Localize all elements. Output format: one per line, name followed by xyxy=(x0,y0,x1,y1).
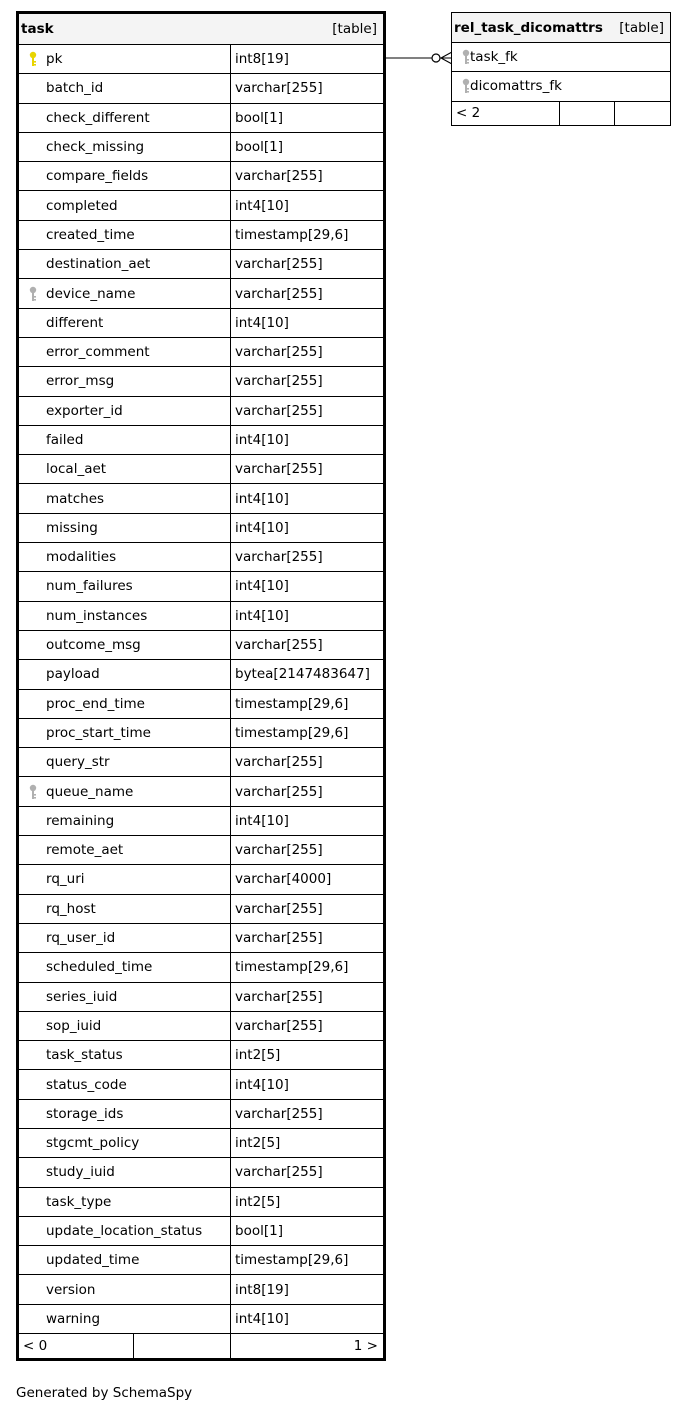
primary-key-icon xyxy=(19,51,46,67)
column-row[interactable] xyxy=(19,1275,383,1304)
column-type: bool[1] xyxy=(235,1223,283,1240)
rel-table-header[interactable] xyxy=(452,13,670,43)
column-row[interactable] xyxy=(19,45,383,74)
column-name-cell xyxy=(19,748,231,776)
column-name-cell xyxy=(19,1041,231,1069)
column-name-cell xyxy=(19,543,231,571)
parents-count[interactable]: < 2 xyxy=(452,102,560,125)
column-type: varchar[255] xyxy=(235,988,323,1005)
column-type: int4[10] xyxy=(235,490,289,507)
column-name: storage_ids xyxy=(46,1105,124,1122)
table-kind: [table] xyxy=(619,19,664,36)
column-name: sop_iuid xyxy=(46,1017,102,1034)
column-name-cell xyxy=(19,953,231,981)
column-row[interactable] xyxy=(19,1217,383,1246)
column-name-cell xyxy=(19,104,231,132)
column-name: update_location_status xyxy=(46,1223,203,1240)
column-name-cell xyxy=(452,72,670,100)
table-kind: [table] xyxy=(332,21,377,37)
column-row[interactable] xyxy=(19,1041,383,1070)
table-name[interactable]: task xyxy=(21,21,54,37)
column-name: rq_host xyxy=(46,900,96,917)
column-row[interactable] xyxy=(19,953,383,982)
column-type: varchar[255] xyxy=(235,373,323,390)
column-name: check_different xyxy=(46,109,150,126)
column-row[interactable] xyxy=(19,1305,383,1334)
rel-task-dicomattrs-table xyxy=(451,12,671,126)
column-name: task_status xyxy=(46,1047,123,1064)
column-name: pk xyxy=(46,51,63,68)
column-name: local_aet xyxy=(46,461,107,478)
rel-columns xyxy=(452,43,670,102)
column-row[interactable] xyxy=(19,719,383,748)
column-type: timestamp[29,6] xyxy=(235,1252,349,1269)
column-row[interactable] xyxy=(19,777,383,806)
column-row[interactable] xyxy=(19,1012,383,1041)
column-name: modalities xyxy=(46,549,117,566)
column-name-cell xyxy=(19,777,231,805)
column-name: series_iuid xyxy=(46,988,118,1005)
column-name: rq_user_id xyxy=(46,930,116,947)
column-row[interactable] xyxy=(19,367,383,396)
column-name: completed xyxy=(46,197,118,214)
column-name-cell xyxy=(19,367,231,395)
column-name: outcome_msg xyxy=(46,637,141,654)
column-type: bool[1] xyxy=(235,109,283,126)
column-row[interactable] xyxy=(19,309,383,338)
table-name[interactable]: rel_task_dicomattrs xyxy=(454,19,603,36)
column-name-cell xyxy=(19,74,231,102)
column-name-cell xyxy=(19,484,231,512)
column-row[interactable] xyxy=(19,1158,383,1187)
column-name-cell xyxy=(19,1305,231,1333)
column-name: error_comment xyxy=(46,344,150,361)
column-name-cell xyxy=(19,807,231,835)
column-name: compare_fields xyxy=(46,168,149,185)
column-row[interactable] xyxy=(19,983,383,1012)
task-table-header[interactable] xyxy=(19,14,383,45)
index-key-icon xyxy=(452,78,479,94)
column-type: int4[10] xyxy=(235,197,289,214)
column-name-cell xyxy=(19,1129,231,1157)
column-type: varchar[255] xyxy=(235,402,323,419)
column-type: varchar[255] xyxy=(235,900,323,917)
column-type: int4[10] xyxy=(235,314,289,331)
column-name-cell xyxy=(19,1188,231,1216)
column-row[interactable] xyxy=(19,397,383,426)
column-type: timestamp[29,6] xyxy=(235,695,349,712)
column-row[interactable] xyxy=(19,924,383,953)
column-name-cell xyxy=(19,455,231,483)
task-table-footer xyxy=(19,1334,383,1358)
rel-table-footer xyxy=(452,102,670,125)
column-name-cell xyxy=(19,1217,231,1245)
children-count[interactable]: 1 > xyxy=(353,1338,378,1355)
column-type: bytea[2147483647] xyxy=(235,666,370,683)
column-row[interactable] xyxy=(19,338,383,367)
column-name: queue_name xyxy=(46,783,134,800)
column-name: updated_time xyxy=(46,1252,140,1269)
footer-middle xyxy=(560,102,615,125)
column-name-cell xyxy=(19,426,231,454)
column-row[interactable] xyxy=(19,279,383,308)
column-name-cell xyxy=(19,45,231,73)
column-row[interactable] xyxy=(452,72,670,101)
column-name: destination_aet xyxy=(46,256,151,273)
column-name-cell xyxy=(19,250,231,278)
column-name-cell xyxy=(19,983,231,1011)
column-row[interactable] xyxy=(19,836,383,865)
parents-count[interactable]: < 0 xyxy=(19,1334,134,1358)
column-name-cell xyxy=(19,279,231,307)
column-name: exporter_id xyxy=(46,402,123,419)
column-type: int2[5] xyxy=(235,1135,281,1152)
column-name: matches xyxy=(46,490,105,507)
column-type: varchar[255] xyxy=(235,1164,323,1181)
column-type: varchar[255] xyxy=(235,783,323,800)
column-type: varchar[255] xyxy=(235,930,323,947)
column-name: missing xyxy=(46,519,98,536)
column-name: proc_end_time xyxy=(46,695,145,712)
column-row[interactable] xyxy=(19,1100,383,1129)
column-name-cell xyxy=(19,690,231,718)
column-name: error_msg xyxy=(46,373,115,390)
column-row[interactable] xyxy=(19,250,383,279)
column-type: varchar[255] xyxy=(235,80,323,97)
column-name-cell xyxy=(19,660,231,688)
column-name-cell xyxy=(19,191,231,219)
column-row[interactable] xyxy=(19,1246,383,1275)
column-name: stgcmt_policy xyxy=(46,1135,140,1152)
column-type: varchar[255] xyxy=(235,256,323,273)
column-type: timestamp[29,6] xyxy=(235,226,349,243)
index-key-icon xyxy=(452,49,479,65)
column-row[interactable] xyxy=(19,602,383,631)
column-type: varchar[255] xyxy=(235,1105,323,1122)
column-type: varchar[255] xyxy=(235,842,323,859)
column-name-cell xyxy=(19,397,231,425)
column-name-cell xyxy=(19,895,231,923)
column-type: int4[10] xyxy=(235,578,289,595)
column-row[interactable] xyxy=(19,572,383,601)
column-name-cell xyxy=(19,836,231,864)
column-row[interactable] xyxy=(19,191,383,220)
column-row[interactable] xyxy=(19,514,383,543)
column-type: varchar[4000] xyxy=(235,871,332,888)
column-name: scheduled_time xyxy=(46,959,153,976)
column-type: varchar[255] xyxy=(235,549,323,566)
column-name-cell xyxy=(19,338,231,366)
column-row[interactable] xyxy=(19,631,383,660)
column-name: batch_id xyxy=(46,80,104,97)
column-type: varchar[255] xyxy=(235,637,323,654)
footer-children xyxy=(615,102,670,125)
column-name-cell xyxy=(19,1275,231,1303)
index-key-icon xyxy=(19,286,46,302)
column-name-cell xyxy=(19,602,231,630)
column-name: payload xyxy=(46,666,100,683)
column-name: query_str xyxy=(46,754,110,771)
column-row[interactable] xyxy=(19,895,383,924)
column-row[interactable] xyxy=(19,133,383,162)
column-type: timestamp[29,6] xyxy=(235,959,349,976)
column-row[interactable] xyxy=(19,1188,383,1217)
column-type: int4[10] xyxy=(235,812,289,829)
column-row[interactable] xyxy=(19,543,383,572)
column-name: remaining xyxy=(46,812,115,829)
column-name-cell xyxy=(19,719,231,747)
column-name-cell xyxy=(19,514,231,542)
column-name: num_failures xyxy=(46,578,133,595)
column-type: int4[10] xyxy=(235,519,289,536)
column-type: int8[19] xyxy=(235,51,289,68)
column-name-cell xyxy=(19,221,231,249)
column-name-cell xyxy=(19,1070,231,1098)
column-name-cell xyxy=(19,162,231,190)
column-type: timestamp[29,6] xyxy=(235,724,349,741)
column-name: created_time xyxy=(46,226,135,243)
column-name-cell xyxy=(19,1012,231,1040)
column-name: dicomattrs_fk xyxy=(470,78,562,95)
column-type: bool[1] xyxy=(235,139,283,156)
column-name: device_name xyxy=(46,285,136,302)
column-name-cell xyxy=(19,865,231,893)
column-row[interactable] xyxy=(19,1070,383,1099)
column-type: varchar[255] xyxy=(235,754,323,771)
column-name: different xyxy=(46,314,104,331)
column-type: int4[10] xyxy=(235,1076,289,1093)
column-row[interactable] xyxy=(19,1129,383,1158)
column-type: varchar[255] xyxy=(235,344,323,361)
column-row[interactable] xyxy=(19,221,383,250)
column-name: status_code xyxy=(46,1076,127,1093)
column-type: int2[5] xyxy=(235,1193,281,1210)
column-name: task_type xyxy=(46,1193,112,1210)
column-row[interactable] xyxy=(19,162,383,191)
column-row[interactable] xyxy=(19,484,383,513)
column-type: int2[5] xyxy=(235,1047,281,1064)
column-name: num_instances xyxy=(46,607,148,624)
column-name-cell xyxy=(19,133,231,161)
task-columns xyxy=(19,45,383,1334)
column-type: varchar[255] xyxy=(235,285,323,302)
column-row[interactable] xyxy=(19,104,383,133)
column-name-cell xyxy=(19,572,231,600)
task-table xyxy=(16,11,386,1361)
column-name: study_iuid xyxy=(46,1164,115,1181)
column-name: version xyxy=(46,1281,96,1298)
column-name-cell xyxy=(452,43,670,71)
column-row[interactable] xyxy=(19,690,383,719)
column-name: proc_start_time xyxy=(46,724,151,741)
column-name-cell xyxy=(19,924,231,952)
column-name: warning xyxy=(46,1310,101,1327)
column-name-cell xyxy=(19,309,231,337)
column-type: varchar[255] xyxy=(235,168,323,185)
column-name: rq_uri xyxy=(46,871,85,888)
column-name: failed xyxy=(46,432,84,448)
column-row[interactable] xyxy=(19,426,383,455)
column-type: int8[19] xyxy=(235,1281,289,1298)
column-row[interactable] xyxy=(19,74,383,103)
column-type: varchar[255] xyxy=(235,461,323,478)
column-name-cell xyxy=(19,1246,231,1274)
column-name-cell xyxy=(19,631,231,659)
column-type: int4[10] xyxy=(235,1310,289,1327)
column-row[interactable] xyxy=(19,865,383,894)
column-row[interactable] xyxy=(19,807,383,836)
column-type: varchar[255] xyxy=(235,1017,323,1034)
zero-optional-marker xyxy=(432,54,440,62)
column-row[interactable] xyxy=(19,455,383,484)
column-name: check_missing xyxy=(46,139,145,156)
column-row[interactable] xyxy=(19,660,383,689)
column-name-cell xyxy=(19,1158,231,1186)
column-name: remote_aet xyxy=(46,842,124,859)
generated-by-credit: Generated by SchemaSpy xyxy=(16,1385,193,1401)
column-row[interactable] xyxy=(452,43,670,72)
column-type: int4[10] xyxy=(235,432,289,448)
index-key-icon xyxy=(19,784,46,800)
column-type: int4[10] xyxy=(235,607,289,624)
footer-middle xyxy=(134,1334,231,1358)
column-row[interactable] xyxy=(19,748,383,777)
column-name-cell xyxy=(19,1100,231,1128)
column-name: task_fk xyxy=(470,49,518,66)
